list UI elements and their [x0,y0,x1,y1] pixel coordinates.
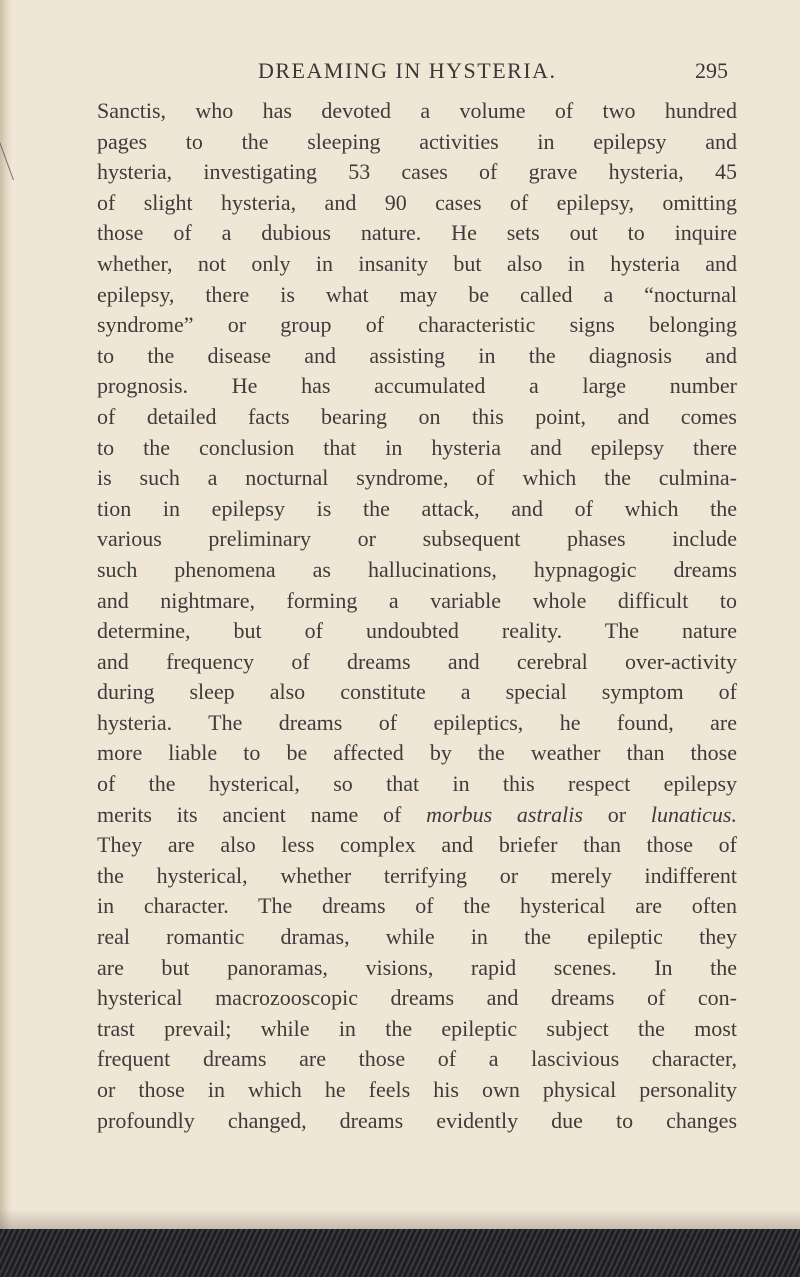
text-line: the hysterical, whether terrifying or merely indifferent [97,862,737,888]
text-line: hysterical macrozooscopic dreams and dreams of con- [97,985,737,1011]
text-line: profoundly changed, dreams evidently due to changes [97,1107,737,1133]
text-line: Sanctis, who has devoted a volume of two hundred [97,98,737,123]
text-line: to the disease and assisting in the diagnosis and [97,342,737,368]
running-title: DREAMING IN HYSTERIA. [258,58,557,83]
text-line: more liable to be affected by the weather than those [97,740,737,766]
text-line: determine, but of undoubted reality. The nature [97,618,737,644]
text-line: of slight hysteria, and 90 cases of epilepsy, omitting [97,189,737,215]
text-line-with-italics [97,800,737,831]
margin-pencil-mark [0,120,28,180]
text-line: and frequency of dreams and cerebral over-activity [97,648,737,674]
text-line: frequent dreams are those of a lascivious character, [97,1046,737,1072]
text-line: prognosis. He has accumulated a large number [97,373,737,399]
text-line: such phenomena as hallucinations, hypnagogic dreams [97,556,737,582]
italic-term: morbus astralis [426,801,583,827]
page-header [258,58,728,88]
text-line: of the hysterical, so that in this respect epilepsy [97,771,737,797]
text-line: real romantic dramas, while in the epileptic they [97,924,737,950]
page-number: 295 [695,58,728,83]
text-line: tion in epilepsy is the attack, and of which the [97,495,737,521]
text-line: pages to the sleeping activities in epilepsy and [97,128,737,154]
text-segment: or [582,801,651,827]
text-line: whether, not only in insanity but also in hysteria and [97,250,737,276]
page-gutter [0,0,12,1277]
body-text [97,96,737,1136]
text-line: various preliminary or subsequent phases include [97,526,737,552]
text-line: those of a dubious nature. He sets out to inquire [97,220,737,246]
text-line: hysteria, investigating 53 cases of grave hysteria, 45 [97,159,737,185]
text-line: They are also less complex and briefer than those of [97,832,737,858]
italic-term: lunaticus. [650,801,737,827]
text-line: trast prevail; while in the epileptic subject the most [97,1015,737,1041]
text-line: syndrome” or group of characteristic signs belonging [97,312,737,338]
text-segment: merits its ancient name of [97,801,427,827]
text-line: to the conclusion that in hysteria and epilepsy there [97,434,737,460]
text-line: is such a nocturnal syndrome, of which the culmina- [97,465,737,491]
text-line: during sleep also constitute a special symptom of [97,679,737,705]
text-line: in character. The dreams of the hysterical are often [97,893,737,919]
page-bottom-edge [0,1229,800,1277]
text-line: are but panoramas, visions, rapid scenes. In the [97,954,737,980]
text-line: of detailed facts bearing on this point, and comes [97,403,737,429]
page-bottom-shadow [0,1209,800,1229]
text-line: or those in which he feels his own physical personality [97,1077,737,1102]
text-line: and nightmare, forming a variable whole difficult to [97,587,737,613]
text-line: epilepsy, there is what may be called a “nocturnal [97,281,737,307]
text-line: hysteria. The dreams of epileptics, he found, are [97,709,737,735]
